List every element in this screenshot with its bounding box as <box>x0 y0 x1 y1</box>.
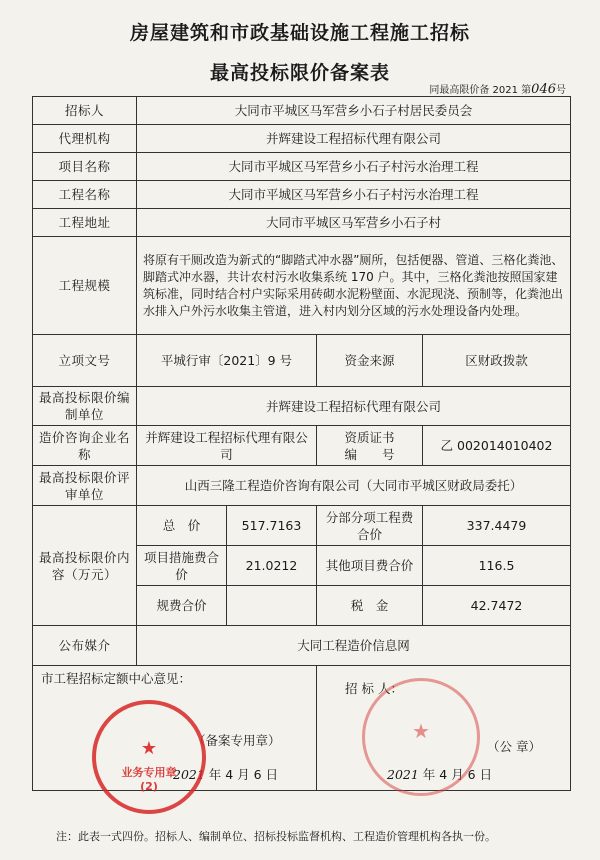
sign-right-heading: 招 标 人： <box>345 681 403 696</box>
compiler-value: 并辉建设工程招标代理有限公司 <box>137 387 571 426</box>
media-label: 公布媒介 <box>33 626 137 666</box>
footnote: 注：此表一式四份。招标人、编制单位、招标投标监督机构、工程造价管理机构各执一份。 <box>56 830 496 843</box>
review-label: 最高投标限价评审单位 <box>33 466 137 506</box>
tenderer-label: 招标人 <box>33 97 137 125</box>
sign-right-date-rest: 年 4 月 6 日 <box>422 767 493 782</box>
filing-seal-icon: ★ 业务专用章 (2) <box>92 700 206 814</box>
scope-value: 将原有干厕改造为新式的“脚踏式冲水器”厕所，包括便器、管道、三格化粪池、脚踏式冲水器，共计农村污水收集系统 170 户。其中，三格化粪池按照国家建筑标准，同时结合村户实际采用砖砌水泥粉壁面、水泥现浇、预制等，化粪池出水排入户外污水收集主管道，进入村内划分区域的污水处理设备内处理。 <box>137 237 571 335</box>
total-value: 517.7163 <box>227 506 317 546</box>
filing-seal-inner-text: 业务专用章 <box>121 766 177 779</box>
subitem-value: 337.4479 <box>423 506 571 546</box>
row-media <box>33 626 571 666</box>
address-value: 大同市平城区马军营乡小石子村 <box>137 209 571 237</box>
total-label: 总 价 <box>137 506 227 546</box>
other-value: 116.5 <box>423 546 571 586</box>
compiler-label: 最高投标限价编制单位 <box>33 387 137 426</box>
review-value: 山西三隆工程造价咨询有限公司（大同市平城区财政局委托） <box>137 466 571 506</box>
approval-value: 平城行审〔2021〕9 号 <box>137 335 317 387</box>
cert-value: 乙 002014010402 <box>423 426 571 466</box>
other-label: 其他项目费合价 <box>317 546 423 586</box>
row-project <box>33 153 571 181</box>
record-number-suffix: 号 <box>556 85 566 96</box>
agent-label: 代理机构 <box>33 125 137 153</box>
measure-value: 21.0212 <box>227 546 317 586</box>
consult-value: 并辉建设工程招标代理有限公司 <box>137 426 317 466</box>
tax-value: 42.7472 <box>423 586 571 626</box>
row-tenderer <box>33 97 571 125</box>
tenderer-value: 大同市平城区马军营乡小石子村居民委员会 <box>137 97 571 125</box>
row-price-1 <box>33 506 571 546</box>
cert-label-line-2: 编 号 <box>344 446 395 462</box>
fee-value <box>227 586 317 626</box>
fund-label: 资金来源 <box>317 335 423 387</box>
row-compiler <box>33 387 571 426</box>
row-scope <box>33 237 571 335</box>
row-approval <box>33 335 571 387</box>
record-number <box>429 81 566 97</box>
sign-left-date-rest: 年 4 月 6 日 <box>208 767 279 782</box>
row-agent <box>33 125 571 153</box>
title-line-2: 最高投标限价备案表 <box>209 62 390 84</box>
engineering-label: 工程名称 <box>33 181 137 209</box>
sign-left-heading: 市工程招标定额中心意见： <box>41 671 192 686</box>
sign-right-date-year: 2021 <box>387 767 419 782</box>
row-consult <box>33 426 571 466</box>
cert-label-line-1: 资质证书 <box>344 429 395 445</box>
media-value: 大同工程造价信息网 <box>137 626 571 666</box>
fund-value: 区财政拨款 <box>423 335 571 387</box>
approval-label: 立项文号 <box>33 335 137 387</box>
subitem-label: 分部分项工程费合价 <box>317 506 423 546</box>
fee-label: 规费合价 <box>137 586 227 626</box>
tenderer-seal-icon: ★ <box>362 678 480 796</box>
project-value: 大同市平城区马军营乡小石子村污水治理工程 <box>137 153 571 181</box>
tax-label: 税 金 <box>317 586 423 626</box>
address-label: 工程地址 <box>33 209 137 237</box>
record-number-prefix: 同最高限价备 2021 第 <box>429 85 532 96</box>
sign-left-seal-note: （备案专用章） <box>193 733 281 748</box>
engineering-value: 大同市平城区马军营乡小石子村污水治理工程 <box>137 181 571 209</box>
sign-right-seal-note: （公 章） <box>487 739 541 754</box>
title-line-1: 房屋建筑和市政基础设施工程施工招标 <box>129 22 470 44</box>
scope-label: 工程规模 <box>33 237 137 335</box>
row-engineering <box>33 181 571 209</box>
cert-label <box>317 426 423 466</box>
agent-value: 并辉建设工程招标代理有限公司 <box>137 125 571 153</box>
row-review <box>33 466 571 506</box>
record-number-value: 046 <box>531 82 556 97</box>
filing-table <box>32 96 571 791</box>
price-label: 最高投标限价内容（万元） <box>33 506 137 626</box>
filing-seal-number: (2) <box>140 780 158 793</box>
sign-left-date-year: 2021 <box>173 767 205 782</box>
measure-label: 项目措施费合 价 <box>137 546 227 586</box>
row-address <box>33 209 571 237</box>
consult-label: 造价咨询企业名称 <box>33 426 137 466</box>
project-label: 项目名称 <box>33 153 137 181</box>
